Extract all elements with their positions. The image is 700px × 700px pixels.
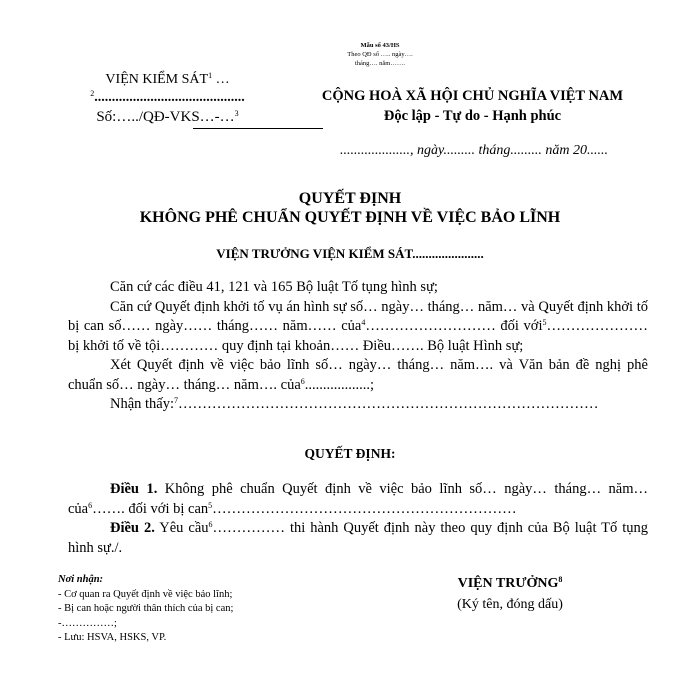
form-decision-date: tháng…. năm……. (354, 60, 405, 67)
recipients (58, 573, 318, 646)
agency-underline (193, 128, 323, 129)
signature-block (410, 573, 610, 615)
signature-note: (Ký tên, đóng dấu) (457, 597, 563, 612)
title-line-1: QUYẾT ĐỊNH (298, 190, 402, 207)
national-title: CỘNG HOÀ XÃ HỘI CHỦ NGHĨA VIỆT NAM (321, 88, 624, 104)
recipients-heading: Nơi nhận: (58, 574, 104, 585)
decision-number: Số:…../QĐ-VKS…-…$^3$ (96, 109, 239, 125)
national-header (300, 86, 645, 126)
agency-block (60, 70, 275, 128)
recipient-item: - Bị can hoặc người thân thích của bị can; (58, 603, 234, 614)
form-number: Mẫu số 43/HS (360, 42, 400, 49)
recipient-item: -……………; (58, 617, 117, 629)
date-line: ...................., ngày......... tháng......... năm 20...... (340, 143, 608, 158)
recipient-item: - Lưu: HSVA, HSKS, VP. (58, 632, 167, 643)
recipient-item: - Cơ quan ra Quyết định về việc bảo lĩnh; (58, 588, 233, 600)
document-title (60, 189, 640, 227)
article-2: Điều 2. Yêu cầu$^6$…………… thi hành Quyết định này theo quy định của Bộ luật Tố tụng hình sự./. (68, 520, 649, 556)
national-motto: Độc lập - Tự do - Hạnh phúc (383, 108, 562, 124)
decision-heading: QUYẾT ĐỊNH: (304, 446, 396, 461)
issuing-authority: VIỆN TRƯỞNG VIỆN KIỂM SÁT...................... (216, 246, 484, 261)
form-decision-ref: Theo QĐ số ….. ngày…. (347, 51, 413, 58)
basis-paragraph-1: Căn cứ các điều 41, 121 và 165 Bộ luật Tố tụng hình sự; (110, 279, 438, 295)
legal-basis (68, 278, 648, 415)
form-reference-note (325, 41, 435, 68)
signature-title: VIỆN TRƯỞNG$^8$ (457, 575, 563, 591)
basis-paragraph-2: Căn cứ Quyết định khởi tố vụ án hình sự số… ngày… tháng… năm… và Quyết định khởi tố bị can số…… ngày…… tháng…… năm…… của$^4$……………………… đối với$^5$………………… bị khởi tố về tội………… quy định tại khoản…… Điều……. Bộ luật Hình sự; (68, 298, 649, 354)
title-line-2: KHÔNG PHÊ CHUẨN QUYẾT ĐỊNH VỀ VIỆC BẢO LĨNH (139, 209, 561, 226)
basis-paragraph-4: Nhận thấy:$^7$…………………………………………………………………………… (110, 396, 599, 412)
article-1: Điều 1. Không phê chuẩn Quyết định về việc bảo lĩnh số… ngày… tháng… năm… của$^6$……. đối với bị can$^5$……………………………………………………… (68, 481, 648, 517)
agency-name: VIỆN KIỂM SÁT$^1$ … (105, 71, 230, 87)
basis-paragraph-3: Xét Quyết định về việc bảo lĩnh số… ngày… tháng… năm…. và Văn bản đề nghị phê chuẩn số… ngày… tháng… năm…. của$^6$..................; (68, 357, 648, 393)
agency-subunit: $^2$........................................... (90, 89, 245, 105)
decision-articles (68, 480, 648, 558)
